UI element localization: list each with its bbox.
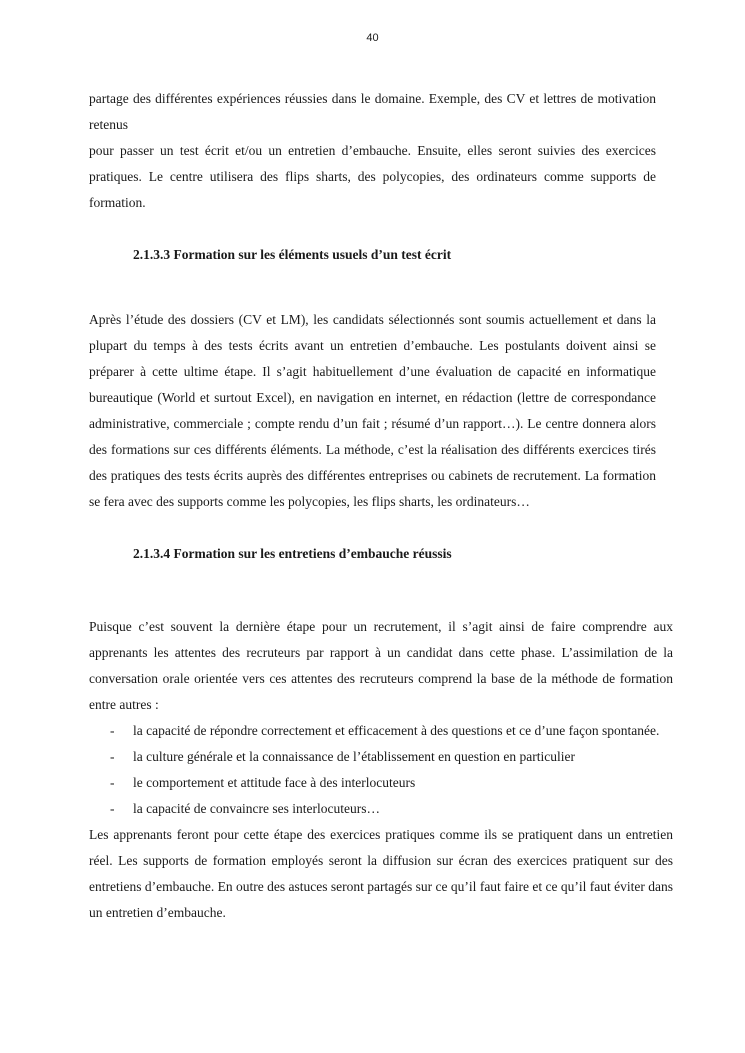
list-item-text: la culture générale et la connaissance de l’établissement en question en particulier: [133, 749, 575, 764]
list-item: [89, 744, 673, 770]
section-2134-body: [89, 614, 673, 926]
list-item-text: la capacité de convaincre ses interlocuteurs…: [133, 801, 381, 816]
page-number: 40: [366, 32, 379, 44]
bullet-dash: -: [110, 801, 115, 816]
list-item: [89, 718, 673, 744]
list-item-text: la capacité de répondre correctement et efficacement à des questions et ce d’une façon spontanée.: [133, 723, 660, 738]
list-item: [89, 770, 673, 796]
list-item-text: le comportement et attitude face à des interlocuteurs: [133, 775, 416, 790]
section-2134-paragraph-1: Puisque c’est souvent la dernière étape pour un recrutement, il s’agit ainsi de faire comprendre aux apprenants les attentes des recruteurs par rapport à un candidat dans cette phase. L’assimilation de la conversation orale orientée vers ces attentes des recruteurs comprend la base de la méthode de formation entre autres :: [89, 619, 673, 712]
section-2133-paragraph: Après l’étude des dossiers (CV et LM), les candidats sélectionnés sont soumis actuellement et dans la plupart du temps à des tests écrits avant un entretien d’embauche. Les postulants doivent ainsi se préparer à cette ultime étape. Il s’agit habituellement d’une évaluation de capacité en informatique bureautique (World et surtout Excel), en navigation en internet, en rédaction (lettre de correspondance administrative, commerciale ; compte rendu d’un fait ; résumé d’un rapport…). Le centre donnera alors des formations sur ces différents éléments. La méthode, c’est la réalisation des différents exercices tirés des pratiques des tests écrits auprès des différentes entreprises ou cabinets de recrutement. La formation se fera avec des supports comme les polycopies, les flips sharts, les ordinateurs…: [89, 312, 656, 509]
intro-paragraph-1: partage des différentes expériences réussies dans le domaine. Exemple, des CV et lettres de motivation retenus: [89, 91, 656, 132]
bullet-dash: -: [110, 775, 115, 790]
section-heading-2133: 2.1.3.3 Formation sur les éléments usuels d’un test écrit: [133, 247, 452, 262]
bullet-dash: -: [110, 723, 115, 738]
document-body: [89, 86, 656, 593]
section-heading-2134: 2.1.3.4 Formation sur les entretiens d’embauche réussis: [133, 546, 452, 561]
bullet-list: [89, 718, 673, 822]
list-item: [89, 796, 673, 822]
bullet-dash: -: [110, 749, 115, 764]
section-2134-paragraph-2: Les apprenants feront pour cette étape des exercices pratiques comme ils se pratiquent dans un entretien réel. Les supports de formation employés seront la diffusion sur écran des exercices pratiquent sur des entretiens d’embauche. En outre des astuces seront partagés sur ce qu’il faut faire et ce qu’il faut éviter dans un entretien d’embauche.: [89, 827, 673, 920]
intro-paragraph-2: pour passer un test écrit et/ou un entretien d’embauche. Ensuite, elles seront suivies des exercices pratiques. Le centre utilisera des flips sharts, des polycopies, des ordinateurs comme supports de formation.: [89, 143, 656, 210]
